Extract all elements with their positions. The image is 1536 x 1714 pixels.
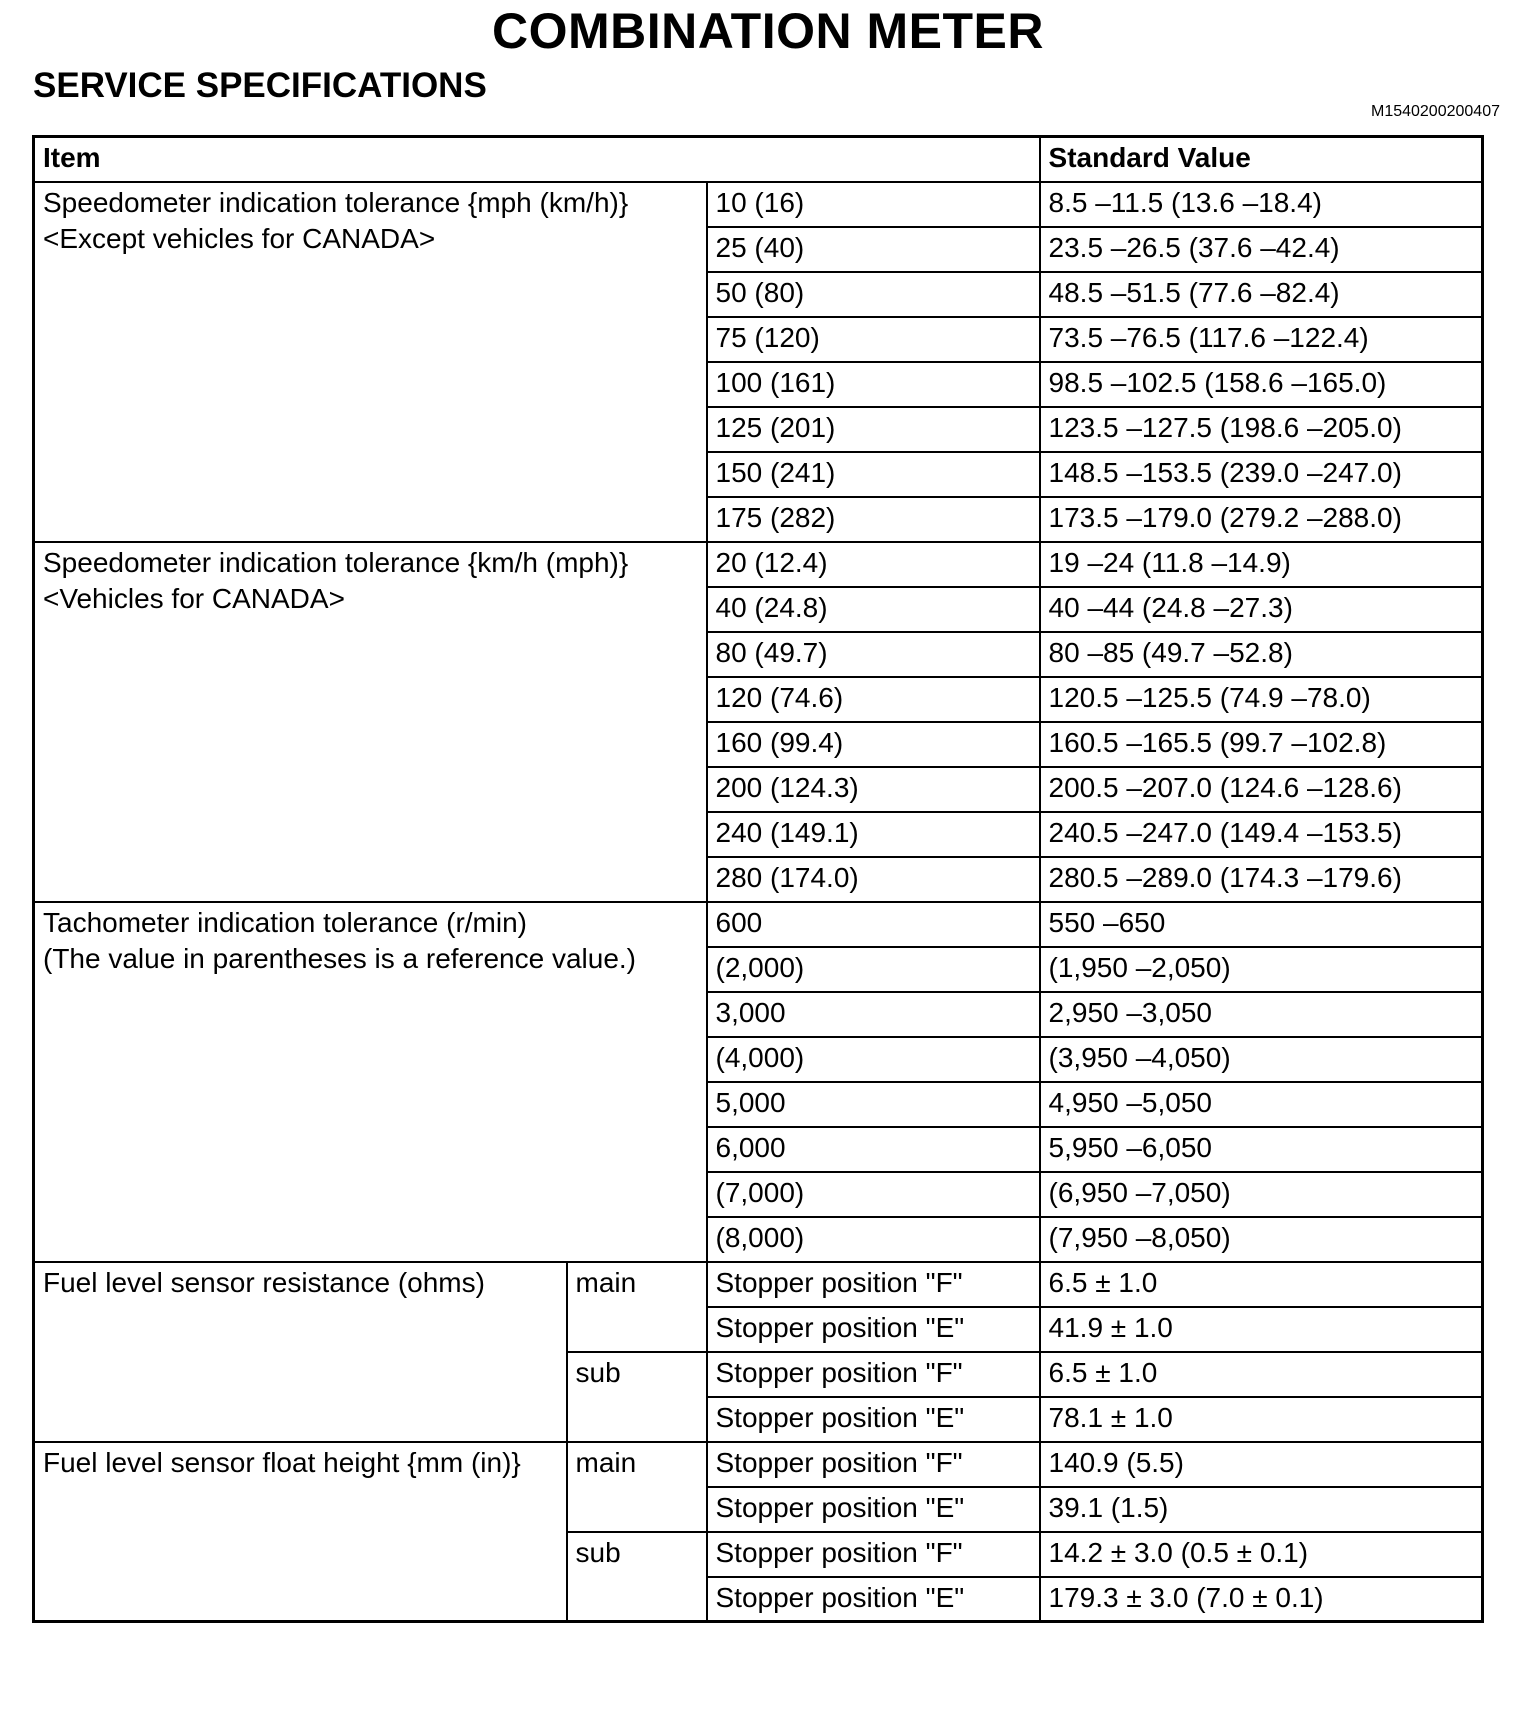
condition-cell: Stopper position "E" [707, 1487, 1040, 1532]
table-row [34, 1442, 1483, 1487]
condition-cell: 120 (74.6) [707, 677, 1040, 722]
service-specifications-table [32, 135, 1484, 1623]
condition-cell: 200 (124.3) [707, 767, 1040, 812]
standard-value-cell: (3,950 –4,050) [1040, 1037, 1483, 1082]
standard-value-cell: 200.5 –207.0 (124.6 –128.6) [1040, 767, 1483, 812]
table-row [34, 1262, 1483, 1307]
standard-value-cell: 4,950 –5,050 [1040, 1082, 1483, 1127]
condition-cell: 25 (40) [707, 227, 1040, 272]
condition-cell: 75 (120) [707, 317, 1040, 362]
condition-cell: 280 (174.0) [707, 857, 1040, 902]
condition-cell: (7,000) [707, 1172, 1040, 1217]
condition-cell: Stopper position "F" [707, 1262, 1040, 1307]
standard-value-cell: 41.9 ± 1.0 [1040, 1307, 1483, 1352]
standard-value-cell: 23.5 –26.5 (37.6 –42.4) [1040, 227, 1483, 272]
standard-value-cell: 40 –44 (24.8 –27.3) [1040, 587, 1483, 632]
condition-cell: 10 (16) [707, 182, 1040, 227]
condition-cell: 40 (24.8) [707, 587, 1040, 632]
standard-value-cell: 550 –650 [1040, 902, 1483, 947]
standard-value-cell: 73.5 –76.5 (117.6 –122.4) [1040, 317, 1483, 362]
page-title: COMBINATION METER [492, 3, 1044, 59]
standard-value-cell: 6.5 ± 1.0 [1040, 1262, 1483, 1307]
standard-value-cell: (6,950 –7,050) [1040, 1172, 1483, 1217]
condition-cell: 80 (49.7) [707, 632, 1040, 677]
condition-cell: 240 (149.1) [707, 812, 1040, 857]
standard-value-cell: 39.1 (1.5) [1040, 1487, 1483, 1532]
header-item: Item [34, 137, 1040, 182]
standard-value-cell: 98.5 –102.5 (158.6 –165.0) [1040, 362, 1483, 407]
item-cell [34, 182, 707, 542]
standard-value-cell: 80 –85 (49.7 –52.8) [1040, 632, 1483, 677]
standard-value-cell: 48.5 –51.5 (77.6 –82.4) [1040, 272, 1483, 317]
standard-value-cell: 2,950 –3,050 [1040, 992, 1483, 1037]
standard-value-cell: 160.5 –165.5 (99.7 –102.8) [1040, 722, 1483, 767]
subgroup-cell: sub [567, 1352, 707, 1442]
condition-cell: 20 (12.4) [707, 542, 1040, 587]
condition-cell: 125 (201) [707, 407, 1040, 452]
standard-value-cell: 14.2 ± 3.0 (0.5 ± 0.1) [1040, 1532, 1483, 1577]
subgroup-cell: main [567, 1262, 707, 1352]
standard-value-cell: 240.5 –247.0 (149.4 –153.5) [1040, 812, 1483, 857]
standard-value-cell: 78.1 ± 1.0 [1040, 1397, 1483, 1442]
condition-cell: 160 (99.4) [707, 722, 1040, 767]
section-title: SERVICE SPECIFICATIONS [33, 66, 487, 105]
standard-value-cell: 140.9 (5.5) [1040, 1442, 1483, 1487]
standard-value-cell: 5,950 –6,050 [1040, 1127, 1483, 1172]
standard-value-cell: (7,950 –8,050) [1040, 1217, 1483, 1262]
condition-cell: Stopper position "E" [707, 1397, 1040, 1442]
condition-cell: 150 (241) [707, 452, 1040, 497]
standard-value-cell: 148.5 –153.5 (239.0 –247.0) [1040, 452, 1483, 497]
standard-value-cell: 120.5 –125.5 (74.9 –78.0) [1040, 677, 1483, 722]
table-row [34, 902, 1483, 947]
standard-value-cell: 280.5 –289.0 (174.3 –179.6) [1040, 857, 1483, 902]
document-code: M1540200200407 [1370, 103, 1500, 120]
condition-cell: 50 (80) [707, 272, 1040, 317]
item-cell [34, 542, 707, 902]
condition-cell: 175 (282) [707, 497, 1040, 542]
item-text: (The value in parentheses is a reference value.) [43, 942, 636, 974]
condition-cell: 100 (161) [707, 362, 1040, 407]
item-text: <Vehicles for CANADA> [43, 582, 345, 614]
table-body [34, 182, 1483, 1622]
item-cell: Fuel level sensor resistance (ohms) [34, 1262, 567, 1442]
standard-value-cell: 6.5 ± 1.0 [1040, 1352, 1483, 1397]
condition-cell: (4,000) [707, 1037, 1040, 1082]
item-cell: Fuel level sensor float height {mm (in)} [34, 1442, 567, 1622]
condition-cell: (8,000) [707, 1217, 1040, 1262]
standard-value-cell: 173.5 –179.0 (279.2 –288.0) [1040, 497, 1483, 542]
item-cell [34, 902, 707, 1262]
item-text: <Except vehicles for CANADA> [43, 222, 436, 254]
item-text: Speedometer indication tolerance {km/h (mph)} [43, 546, 629, 578]
subgroup-cell: main [567, 1442, 707, 1532]
condition-cell: 600 [707, 902, 1040, 947]
condition-cell: Stopper position "F" [707, 1442, 1040, 1487]
standard-value-cell: 123.5 –127.5 (198.6 –205.0) [1040, 407, 1483, 452]
header-standard-value: Standard Value [1040, 137, 1483, 182]
condition-cell: Stopper position "E" [707, 1577, 1040, 1622]
standard-value-cell: 8.5 –11.5 (13.6 –18.4) [1040, 182, 1483, 227]
condition-cell: Stopper position "F" [707, 1352, 1040, 1397]
condition-cell: Stopper position "F" [707, 1532, 1040, 1577]
item-text: Speedometer indication tolerance {mph (km/h)} [43, 186, 629, 218]
condition-cell: 5,000 [707, 1082, 1040, 1127]
standard-value-cell: 179.3 ± 3.0 (7.0 ± 0.1) [1040, 1577, 1483, 1622]
table-row [34, 182, 1483, 227]
table-header-row [34, 137, 1483, 182]
standard-value-cell: (1,950 –2,050) [1040, 947, 1483, 992]
condition-cell: (2,000) [707, 947, 1040, 992]
condition-cell: 3,000 [707, 992, 1040, 1037]
table-row [34, 542, 1483, 587]
subgroup-cell: sub [567, 1532, 707, 1622]
item-text: Tachometer indication tolerance (r/min) [43, 906, 527, 938]
condition-cell: Stopper position "E" [707, 1307, 1040, 1352]
condition-cell: 6,000 [707, 1127, 1040, 1172]
standard-value-cell: 19 –24 (11.8 –14.9) [1040, 542, 1483, 587]
